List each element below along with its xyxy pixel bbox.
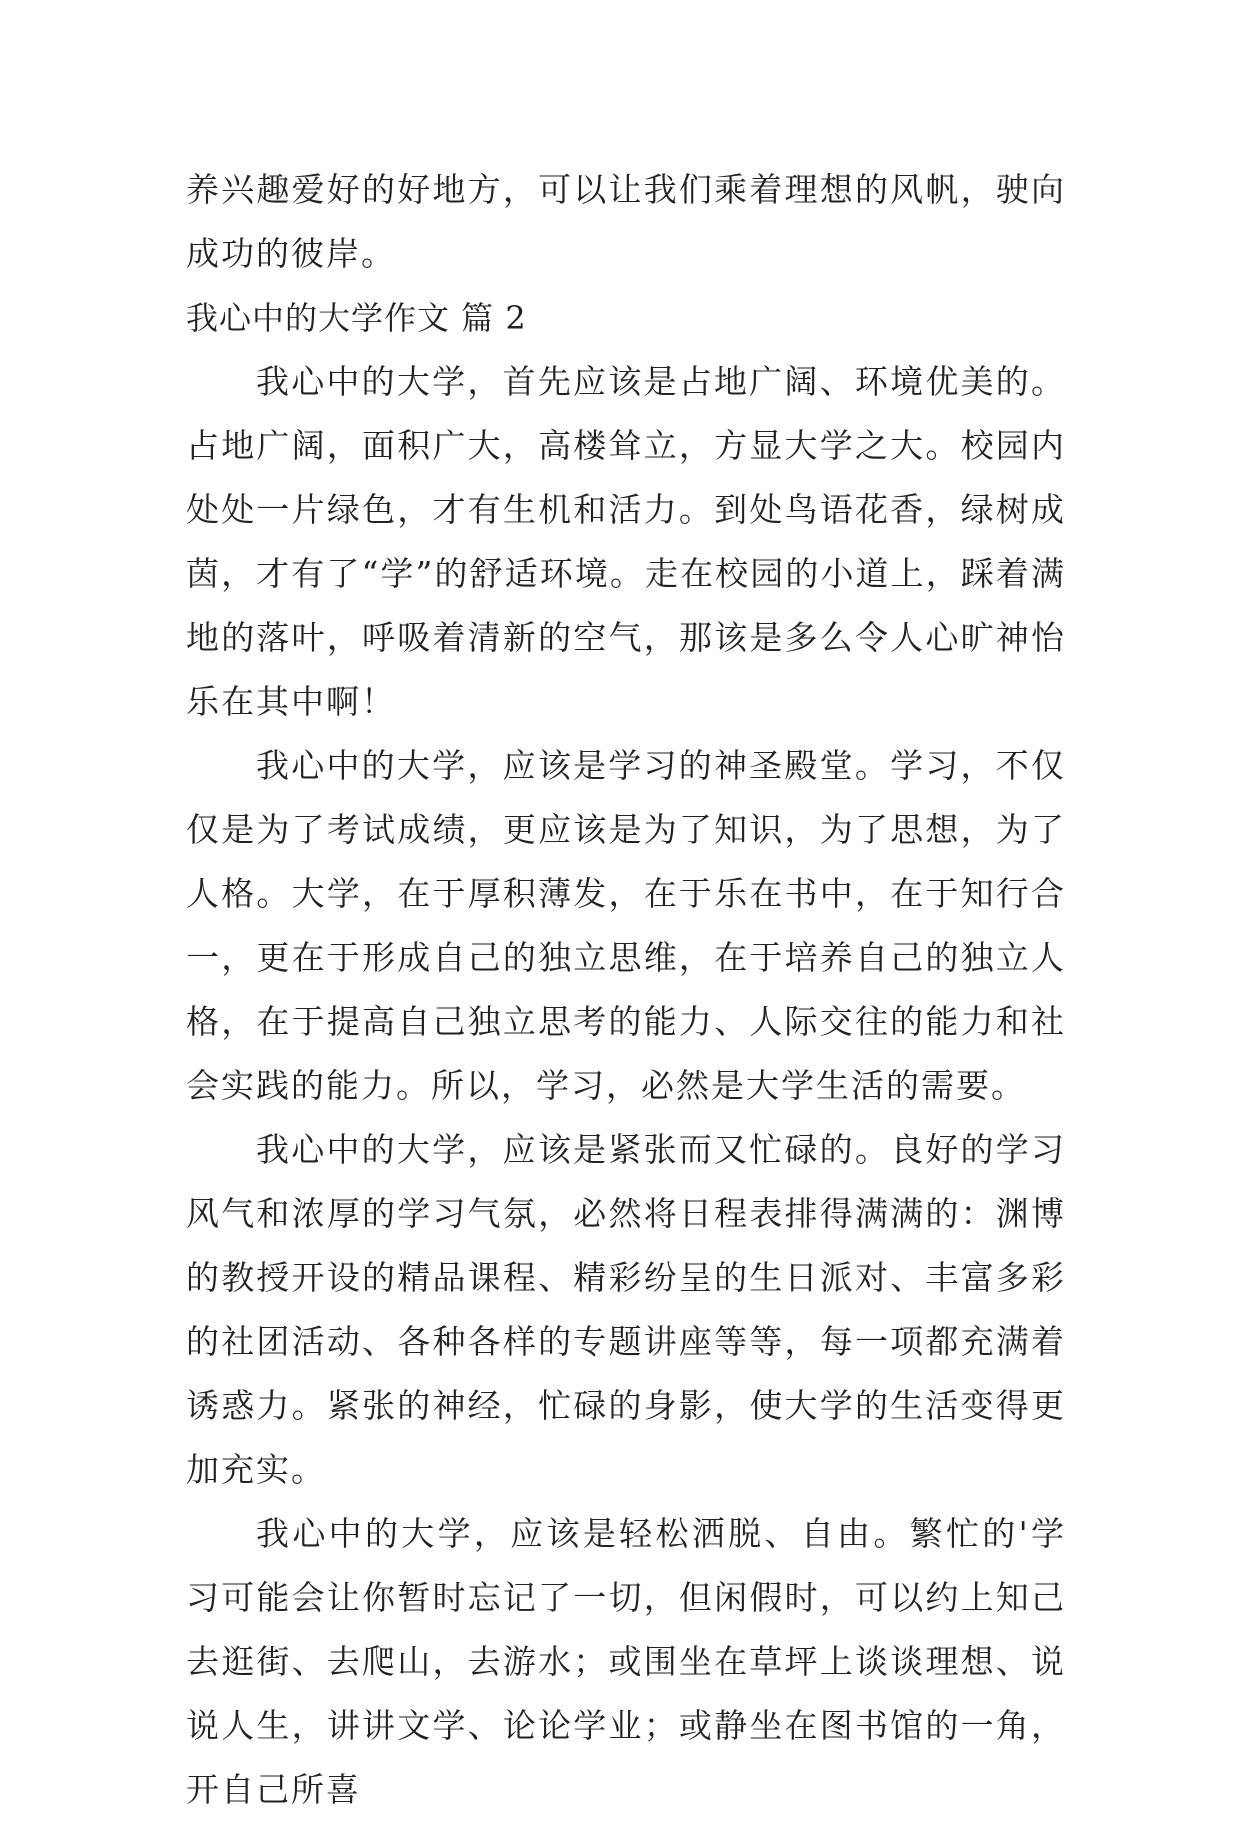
paragraph-4: 我心中的大学，应该是轻松洒脱、自由。繁忙的'学习可能会让你暂时忘记了一切，但闲假时，可以约上知己去逛街、去爬山，去游水；或围坐在草坪上谈谈理想、说说人生，讲讲文学、论论学业；或静坐在图书馆的一角，开自己所喜	[186, 1514, 1066, 1809]
document-body	[186, 158, 1066, 1822]
paragraph-3: 我心中的大学，应该是紧张而又忙碌的。良好的学习风气和浓厚的学习气氛，必然将日程表排得满满的：渊博的教授开设的精品课程、精彩纷呈的生日派对、丰富多彩的社团活动、各种各样的专题讲座等等，每一项都充满着诱惑力。紧张的神经，忙碌的身影，使大学的生活变得更加充实。	[186, 1130, 1066, 1489]
paragraph-2: 我心中的大学，应该是学习的神圣殿堂。学习，不仅仅是为了考试成绩，更应该是为了知识，为了思想，为了人格。大学，在于厚积薄发，在于乐在书中，在于知行合一，更在于形成自己的独立思维，在于培养自己的独立人格，在于提高自己独立思考的能力、人际交往的能力和社会实践的能力。所以，学习，必然是大学生活的需要。	[186, 746, 1066, 1105]
continued-paragraph: 养兴趣爱好的好地方，可以让我们乘着理想的风帆，驶向成功的彼岸。	[186, 170, 1066, 273]
paragraph-1: 我心中的大学，首先应该是占地广阔、环境优美的。占地广阔，面积广大，高楼耸立，方显大学之大。校园内处处一片绿色，才有生机和活力。到处鸟语花香，绿树成茵，才有了“学”的舒适环境。走在校园的小道上，踩着满地的落叶，呼吸着清新的空气，那该是多么令人心旷神怡乐在其中啊！	[186, 362, 1066, 721]
section-heading: 我心中的大学作文 篇 2	[186, 299, 527, 337]
